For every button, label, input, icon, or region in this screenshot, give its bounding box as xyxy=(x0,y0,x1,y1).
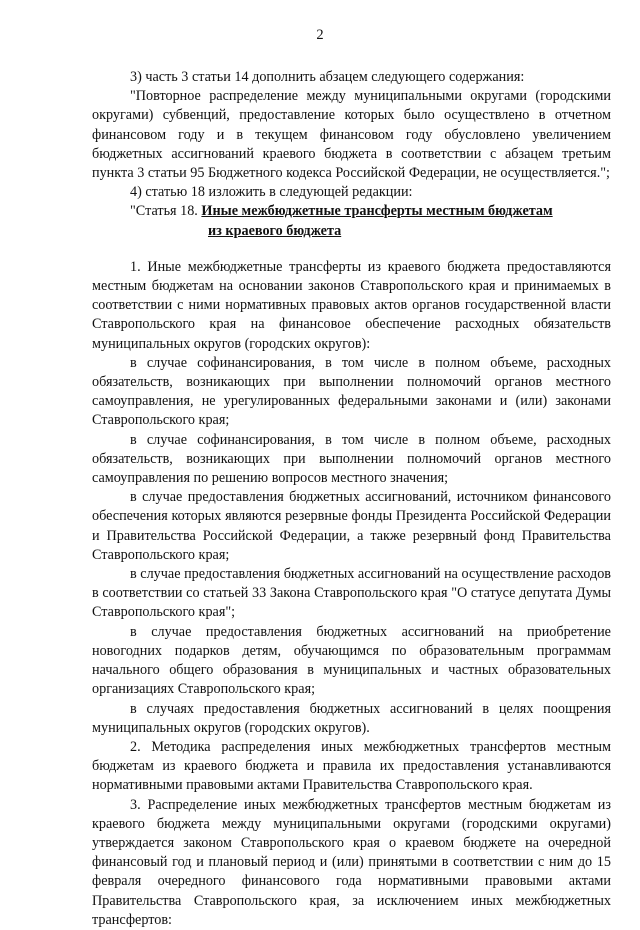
article-heading-prefix: "Статья 18. xyxy=(130,203,202,220)
paragraph-new-year-gifts: в случае предоставления бюджетных ассигнований на приобретение новогодних подарков детям, обучающимся по образовательным программам начального общего образования в муниципальных и частных образовательных организациях Ставропольского края; xyxy=(92,623,611,698)
paragraph-deputy-status: в случае предоставления бюджетных ассигнований на осуществление расходов в соответствии со статьей 33 Закона Ставропольского края "О статусе депутата Думы Ставропольского края"; xyxy=(92,566,611,621)
paragraph-reserve-funds: в случае предоставления бюджетных ассигнований, источником финансового обеспечения которых являются резервные фонды Президента Российской Федерации и Правительства Российской Федерации, а также резервный фонд Правительства Ставропольского края; xyxy=(92,489,611,563)
paragraph-item-3: 3. Распределение иных межбюджетных трансфертов местным бюджетам из краевого бюджета между муниципальными округами (городскими округами) утверждается законом Ставропольского края о краевом бюджете на очередной финансовый год и плановый период и (или) принятыми в соответствии с ним до 15 февраля очередного финансового года нормативными правовыми актами Правительства Ставропольского края, за исключением иных межбюджетных трансфертов: xyxy=(92,796,611,928)
paragraph-cofinancing-local: в случае софинансирования, в том числе в полном объеме, расходных обязательств, возникающих при выполнении полномочий органов местного самоуправления по решению вопросов местного значения; xyxy=(92,431,611,487)
article-heading-line2: из краевого бюджета xyxy=(208,222,342,239)
paragraph-item-2: 2. Методика распределения иных межбюджетных трансфертов местным бюджетам из краевого бюджета и правила их предоставления устанавливаются нормативными правовыми актами Правительства Ставропольского края. xyxy=(92,738,611,794)
page-number: 2 xyxy=(316,27,324,43)
document-body xyxy=(92,68,611,930)
paragraph-amend-art18: 4) статью 18 изложить в следующей редакции: xyxy=(130,184,413,201)
paragraph-quote-subventions: "Повторное распределение между муниципальными округами (городскими округами) субвенций, предоставление которых было осуществлено в отчетном финансовом году и в текущем финансовом году обусловлено увеличением бюджетных ассигнований краевого бюджета в соответствии с абзацем третьим пункта 3 статьи 95 Бюджетного кодекса Российской Федерации, не осуществляется."; xyxy=(92,88,611,182)
article-heading xyxy=(92,202,611,221)
paragraph-cofinancing-unregulated: в случае софинансирования, в том числе в полном объеме, расходных обязательств, возникающих при выполнении полномочий органов местного самоуправления, не урегулированных федеральными законами и (или) законами Ставропольского края; xyxy=(92,354,611,429)
article-heading-title: Иные межбюджетные трансферты местным бюджетам xyxy=(201,203,553,220)
paragraph-amend-art14: 3) часть 3 статьи 14 дополнить абзацем следующего содержания: xyxy=(130,69,525,85)
paragraph-item-1: 1. Иные межбюджетные трансферты из краевого бюджета предоставляются местным бюджетам на основании законов Ставропольского края и принимаемых в соответствии с ними нормативных правовых актов органов государственной власти Ставропольского края на финансовое обеспечение расходных обязательств муниципальных округов (городских округов): xyxy=(92,258,611,352)
paragraph-incentives: в случаях предоставления бюджетных ассигнований в целях поощрения муниципальных округов (городских округов). xyxy=(92,700,611,736)
